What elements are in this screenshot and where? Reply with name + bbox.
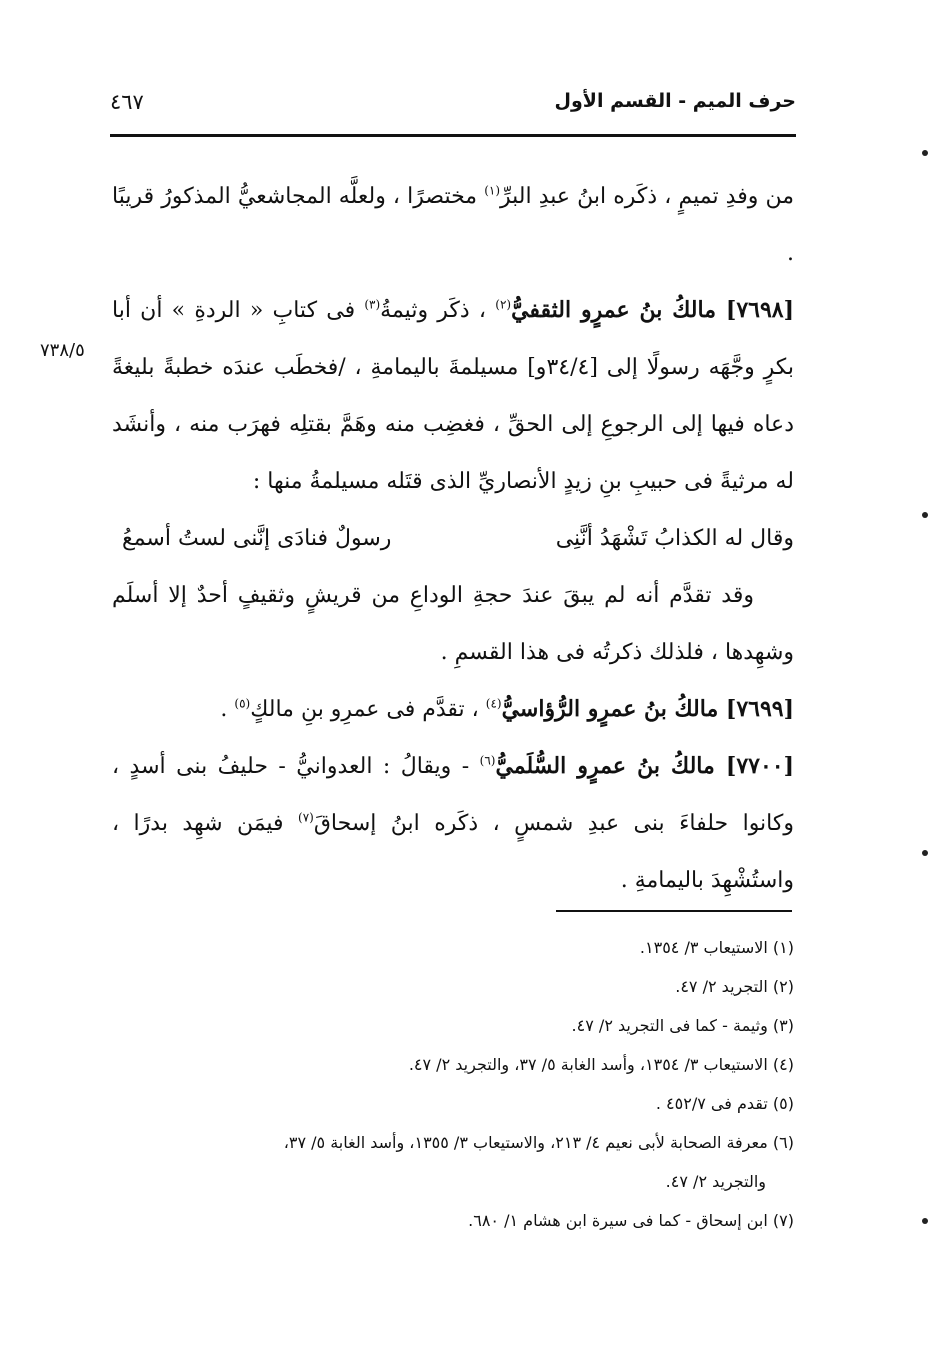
scan-speck: [922, 150, 928, 156]
main-text: [112, 168, 794, 909]
footnote: (٤) الاستيعاب ٣/ ١٣٥٤، وأسد الغابة ٥/ ٣٧، والتجريد ٢/ ٤٧.: [408, 1055, 794, 1074]
verse-second-half: رسولٌ فنادَى إنَّنى لستُ أسمعُ: [122, 526, 392, 551]
entry-heading: [٧٧٠٠] مالكُ بنُ عمرٍو السُّلَميُّ: [495, 753, 794, 779]
scan-speck: [922, 1218, 928, 1224]
entry-heading: [٧٦٩٩] مالكُ بنُ عمرٍو الرُّؤاسيُّ: [501, 696, 794, 722]
footnote-ref: (٥): [234, 696, 251, 711]
scan-speck: [922, 512, 928, 518]
page-number: ٤٦٧: [110, 90, 144, 114]
footnote-ref: (١): [484, 183, 501, 198]
footnote-ref: (٧): [298, 810, 314, 825]
header-rule: [110, 134, 796, 137]
footnote: (٥) تقدم فى ٤٥٢/٧ .: [655, 1094, 794, 1113]
footnote: (٢) التجريد ٢/ ٤٧.: [675, 977, 794, 996]
footnote-ref: (٣): [364, 297, 381, 312]
footnote-ref: (٦): [479, 753, 496, 768]
footnote: (٣) وثيمة - كما فى التجريد ٢/ ٤٧.: [571, 1016, 794, 1035]
entry-7698: [٧٦٩٨] مالكُ بنُ عمرٍو الثقفيُّ$^{(٢)}$ ، ذكَر وثيمةُ$^{(٣)}$ فى كتابِ « الردةِ » أن أبا بكرٍ وجَّهَه رسولًا إلى [٣٤/٤و] مسيلمةَ باليمامةِ ، /فخطَب عندَه خطبةً بليغةً دعاه فيها إلى الرجوعِ إلى الحقِّ ، فغضِب منه وهَمَّ بقتلِه فهرَب منه ، وأنشَد له مرثيةً فى حبيبِ بنِ زيدٍ الأنصاريِّ الذى قتَله مسيلمةُ منها :: [112, 297, 794, 494]
footnotes: [112, 928, 794, 1240]
footnote-rule: [556, 910, 792, 912]
running-header: [110, 88, 796, 132]
poem-verse: [112, 510, 794, 567]
scan-speck: [922, 850, 928, 856]
entry-heading: [٧٦٩٨] مالكُ بنُ عمرٍو الثقفيُّ: [511, 297, 794, 323]
paragraph: من وفدِ تميمٍ ، ذكَره ابنُ عبدِ البرِّ$^{(١)}$ مختصرًا ، ولعلَّه المجاشعيُّ المذكورُ قريبًا .: [112, 183, 794, 266]
paragraph: وقد تقدَّم أنه لم يبقَ عندَ حجةِ الوداعِ من قريشٍ وثقيفٍ أحدٌ إلا أسلَم وشهِدها ، فلذلك ذكرتُه فى هذا القسمِ .: [112, 583, 794, 665]
verse-first-half: وقال له الكذابُ تَشْهَدُ أنَّنِى: [555, 526, 794, 551]
footnote: (٧) ابن إسحاق - كما فى سيرة ابن هشام ١/ ٦٨٠.: [468, 1211, 794, 1230]
header-title: حرف الميم - القسم الأول: [554, 90, 796, 112]
footnote: (٦) معرفة الصحابة لأبى نعيم ٤/ ٢١٣، والاستيعاب ٣/ ١٣٥٥، وأسد الغابة ٥/ ٣٧،: [283, 1133, 794, 1152]
footnote-ref: (٢): [495, 297, 512, 312]
entry-7700: [٧٧٠٠] مالكُ بنُ عمرٍو السُّلَميُّ$^{(٦)}$ - ويقالُ : العدوانيُّ - حليفُ بنى أسدٍ ، وكانوا حلفاءَ بنى عبدِ شمسٍ ، ذكَره ابنُ إسحاقَ$^{(٧)}$ فيمَن شهِد بدرًا ، واستُشْهِدَ باليمامةِ .: [112, 753, 794, 893]
footnote: (١) الاستيعاب ٣/ ١٣٥٤.: [639, 938, 794, 957]
footnote-continuation: والتجريد ٢/ ٤٧.: [665, 1172, 766, 1191]
margin-reference: ٧٣٨/٥: [40, 340, 85, 361]
entry-7699: [٧٦٩٩] مالكُ بنُ عمرٍو الرُّؤاسيُّ$^{(٤)}$ ، تقدَّم فى عمرِو بنِ مالكٍ$^{(٥)}$ .: [220, 696, 794, 722]
footnote-ref: (٤): [485, 696, 502, 711]
